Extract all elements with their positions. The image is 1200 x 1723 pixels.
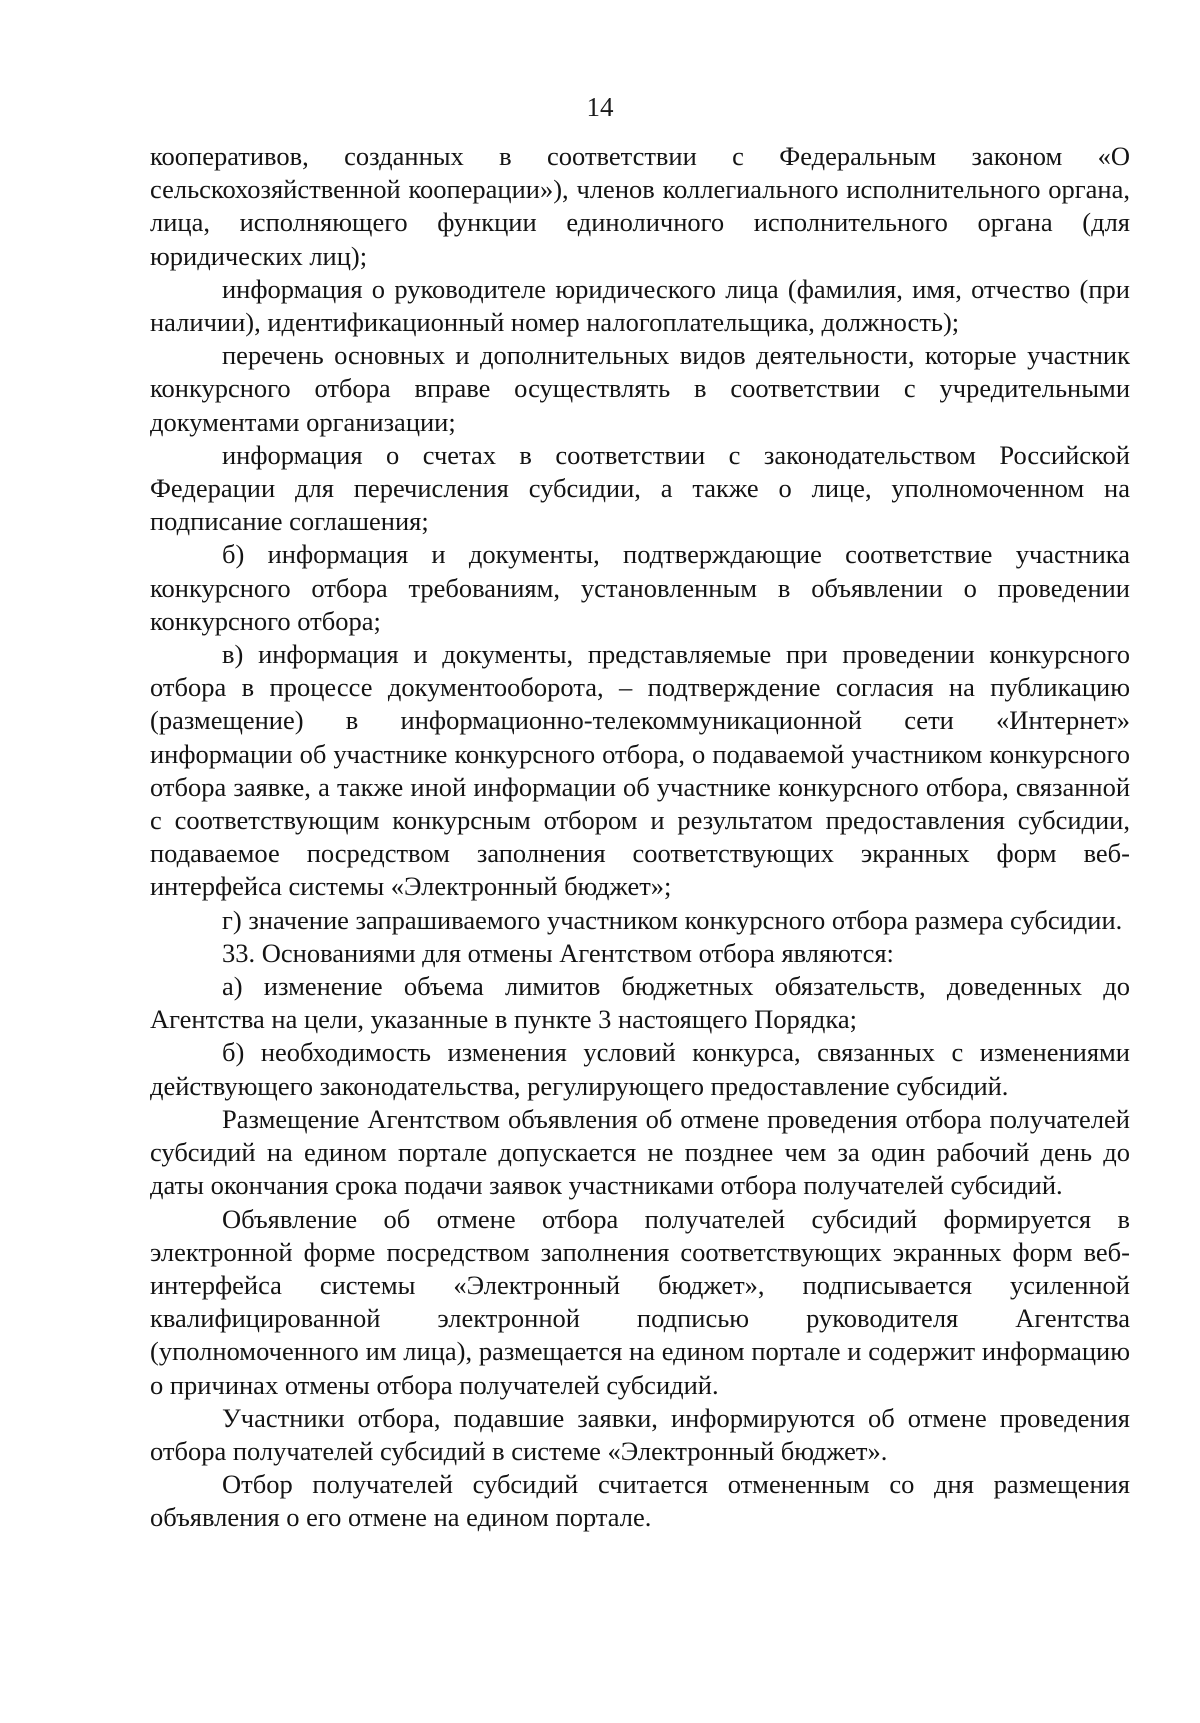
paragraph-item-b-2: б) необходимость изменения условий конкурса, связанных с изменениями действующего законодательства, регулирующего предоставление субсидий. [150,1037,1130,1101]
paragraph-participants-informed: Участники отбора, подавшие заявки, информируются об отмене проведения отбора получателей субсидий в системе «Электронный бюджет». [150,1402,1130,1466]
paragraph-item-b: б) информация и документы, подтверждающие соответствие участника конкурсного отбора требованиям, установленным в объявлении о проведении конкурсного отбора; [150,539,1130,636]
paragraph-activities: перечень основных и дополнительных видов деятельности, которые участник конкурсного отбора вправе осуществлять в соответствии с учредительными документами организации; [150,340,1130,437]
paragraph-cancel-notice: Объявление об отмене отбора получателей субсидий формируется в электронной форме посредством заполнения соответствующих экранных форм веб-интерфейса системы «Электронный бюджет», подписывается усиленной квалифицированной электронной подписью руководителя Агентства (уполномоченного им лица), размещается на едином портале и содержит информацию о причинах отмены отбора получателей субсидий. [150,1203,1130,1400]
paragraph-accounts: информация о счетах в соответствии с законодательством Российской Федерации для перечисления субсидии, а также о лице, уполномоченном на подписание соглашения; [150,439,1130,537]
paragraph-clause-33: 33. Основаниями для отмены Агентством отбора являются: [222,937,894,968]
paragraph-item-a: а) изменение объема лимитов бюджетных обязательств, доведенных до Агентства на цели, указанные в пункте 3 настоящего Порядка; [150,971,1130,1035]
document-body [150,140,1130,1535]
paragraph-item-g: г) значение запрашиваемого участником конкурсного отбора размера субсидии. [222,904,1123,935]
paragraph-cooperatives: кооперативов, созданных в соответствии с Федеральным законом «О сельскохозяйственной кооперации»), членов коллегиального исполнительного органа, лица, исполняющего функции единоличного исполнительного органа (для юридических лиц); [150,141,1130,271]
paragraph-head-info: информация о руководителе юридического лица (фамилия, имя, отчество (при наличии), идентификационный номер налогоплательщика, должность); [150,273,1130,338]
paragraph-cancel-effective: Отбор получателей субсидий считается отмененным со дня размещения объявления о его отмене на едином портале. [150,1469,1130,1533]
paragraph-item-v: в) информация и документы, представляемые при проведении конкурсного отбора в процессе документооборота, – подтверждение согласия на публикацию (размещение) в информационно-телекоммуникационной сети «Интернет» информации об участнике конкурсного отбора, о подаваемой участником конкурсного отбора заявке, а также иной информации об участнике конкурсного отбора, связанной с соответствующим конкурсным отбором и результатом предоставления субсидии, подаваемое посредством заполнения соответствующих экранных форм веб-интерфейса системы «Электронный бюджет»; [150,639,1130,902]
page-number: 14 [586,92,614,122]
paragraph-cancel-posting: Размещение Агентством объявления об отмене проведения отбора получателей субсидий на едином портале допускается не позднее чем за один рабочий день до даты окончания срока подачи заявок участниками отбора получателей субсидий. [150,1103,1130,1201]
